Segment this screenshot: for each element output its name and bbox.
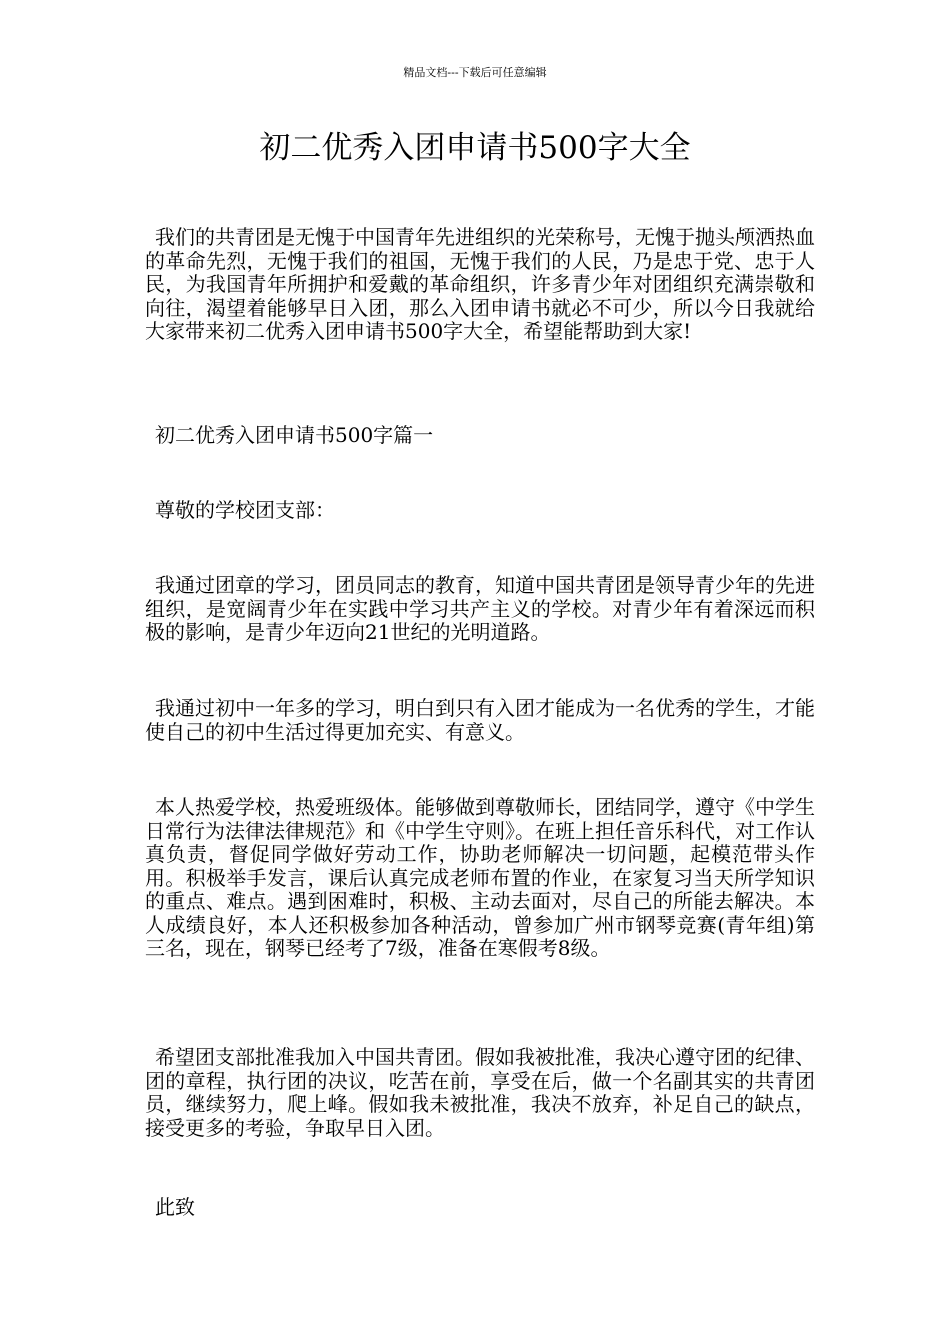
body-paragraph-4: 希望团支部批准我加入中国共青团。假如我被批准，我决心遵守团的纪律、团的章程，执行团的决议，吃苦在前，享受在后，做一个名副其实的共青团员，继续努力，爬上峰。假如我未被批准，我决不放弃，补足自己的缺点，接受更多的考验，争取早日入团。 [145,1045,815,1140]
section-heading: 初二优秀入团申请书500字篇一 [155,423,434,447]
intro-paragraph: 我们的共青团是无愧于中国青年先进组织的光荣称号，无愧于抛头颅洒热血的革命先烈，无愧于我们的祖国，无愧于我们的人民，乃是忠于党、忠于人民，为我国青年所拥护和爱戴的革命组织，许多青少年对团组织充满崇敬和向往，渴望着能够早日入团，那么入团申请书就必不可少，所以今日我就给大家带来初二优秀入团申请书500字大全，希望能帮助到大家! [145,225,815,343]
salutation: 尊敬的学校团支部： [155,498,335,522]
document-title: 初二优秀入团申请书500字大全 [259,130,691,166]
header-note: 精品文档---下载后可任意编辑 [403,66,547,79]
body-paragraph-2: 我通过初中一年多的学习，明白到只有入团才能成为一名优秀的学生，才能使自己的初中生活过得更加充实、有意义。 [145,696,815,744]
closing-phrase: 此致 [155,1195,195,1219]
body-paragraph-1: 我通过团章的学习，团员同志的教育，知道中国共青团是领导青少年的先进组织，是宽阔青少年在实践中学习共产主义的学校。对青少年有着深远而积极的影响，是青少年迈向21世纪的光明道路。 [145,573,815,644]
body-paragraph-3: 本人热爱学校，热爱班级体。能够做到尊敬师长，团结同学，遵守《中学生日常行为法律法律规范》和《中学生守则》。在班上担任音乐科代，对工作认真负责，督促同学做好劳动工作，协助老师解决一切问题，起模范带头作用。积极举手发言，课后认真完成老师布置的作业，在家复习当天所学知识的重点、难点。遇到困难时，积极、主动去面对，尽自己的所能去解决。本人成绩良好，本人还积极参加各种活动，曾参加广州市钢琴竞赛(青年组)第三名，现在，钢琴已经考了7级，准备在寒假考8级。 [145,795,815,960]
